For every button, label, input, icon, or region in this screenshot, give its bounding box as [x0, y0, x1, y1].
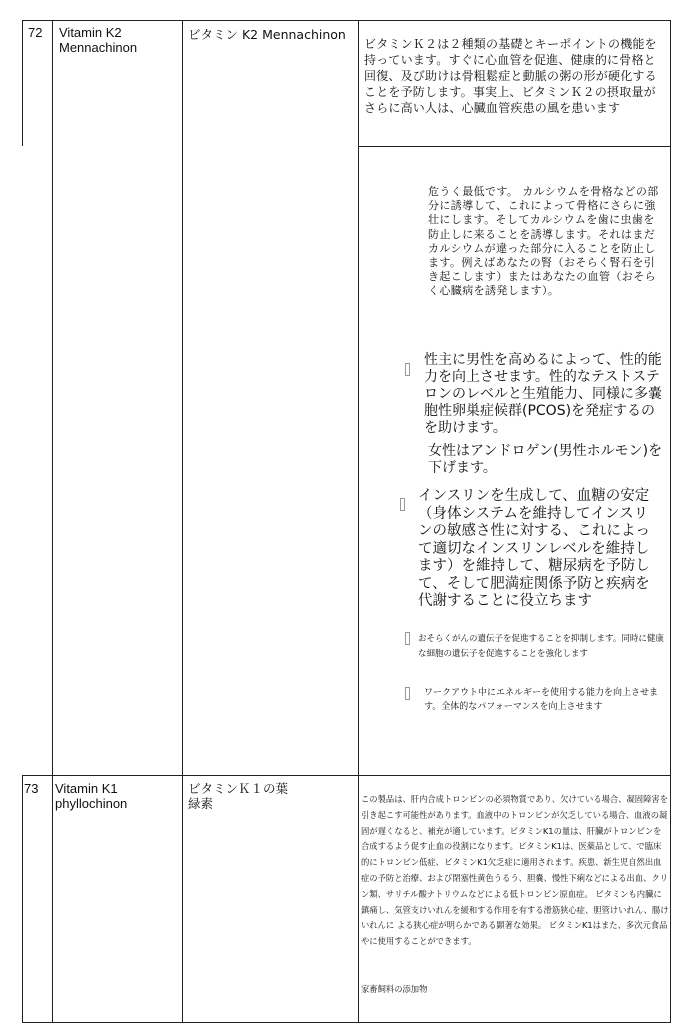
vitamin-name-jp: ビタミン K2 Mennachinon	[188, 27, 346, 42]
benefit-sexual: 性主に男性を高めるによって、性的能力を向上させます。性的なテストステロンのレベルと生殖能力、同様に多嚢胞性卵巣症候群(PCOS)を発症するのを助けます。	[424, 352, 662, 436]
intro-text: ビタミンＫ２は２種類の基礎とキーポイントの機能を持っています。すぐに心血管を促進、健康的に骨格と回復、及び助けは骨粗鬆症と動脈の粥の形が硬化することを予防します。事実上、ビタミンＫ２の摂取量がさらに高い人は、心臓血管疾患の風を患います	[364, 37, 657, 115]
row-number: 72	[28, 25, 43, 40]
grid-line	[670, 20, 671, 1023]
grid-line	[358, 146, 671, 147]
grid-line	[22, 775, 23, 1023]
bullet-icon	[405, 632, 410, 645]
grid-line	[358, 20, 359, 1023]
vitamin-name-en: Vitamin K1 phyllochinon	[55, 781, 128, 811]
benefit-workout: ワークアウト中にエネルギーを使用する能力を向上させます。全体的なパフォーマンスを向上させます	[424, 688, 659, 712]
bullet-icon	[405, 687, 410, 700]
description-text: この製品は、肝内合成トロンビンの必須物質であり、欠けている場合、凝固障害を引き起こす可能性があります。血液中のトロンビンが欠乏している場合、血液の凝固が遅くなると、補充が適しています。ビタミンK1の量は、肝臓がトロンビンを合成するよう促す止血の役割になります。ビタミンK1は、医薬品として、で臨床的にトロンビン低症、ビタミンK1欠乏症に適用されます。疾患、新生児自然出血症の予防と治療、および閉塞性黄色うるう、胆嚢、慢性下痢などによる出血、クリン類、サリチル酸ナトリウムなどによる低トロンビン原血症。 ビタミンも内臓に鎮痛し、気管支けいれんを緩和する作用を有する滑筋狭心症、胆管けいれん、腸けいれんに よる狭心症が明らかである顕著な効果。 ビタミンK1はまた、多次元食品やに使用することができます。	[361, 794, 669, 947]
feed-additive-text: 家畜飼料の添加物	[361, 984, 428, 994]
bullet-icon	[405, 363, 410, 376]
grid-line	[22, 20, 671, 21]
grid-line	[52, 20, 53, 1023]
benefit-cancer: おそらくがんの遺伝子を促進することを抑制します。同時に健康な細胞の遺伝子を促進することを強化します	[418, 634, 664, 659]
grid-line	[22, 775, 671, 776]
row-number: 73	[24, 781, 39, 796]
grid-line	[22, 1022, 671, 1023]
grid-line	[182, 20, 183, 1023]
grid-line	[22, 20, 23, 146]
vitamin-name-en: Vitamin K2 Mennachinon	[59, 25, 138, 55]
vitamin-name-jp: ビタミンＫ１の葉 緑素	[188, 781, 289, 811]
benefit-women: 女性はアンドロゲン(男性ホルモン)を下げます。	[428, 443, 663, 476]
bullet-icon	[400, 498, 405, 511]
benefit-insulin: インスリンを生成して、血糖の安定（身体システムを維持してインスリンの敏感さ性に対する、これによって適切なインスリンレベルを維持します）を維持して、糖尿病を予防して、そして肥満症関係予防と疾病を代謝することに役立ちます	[418, 488, 650, 609]
continued-text: 危うく最低です。 カルシウムを骨格などの部分に誘導して、これによって骨格にさらに強壮にします。そしてカルシウムを歯に虫歯を防止しに来ることを誘導します。それはまだカルシウムが違った部分に入ることを防止します。例えばあなたの腎（おそらく腎石を引き起こします）またはあなたの血管（おそらく心臓病を誘発します）。	[428, 185, 659, 298]
